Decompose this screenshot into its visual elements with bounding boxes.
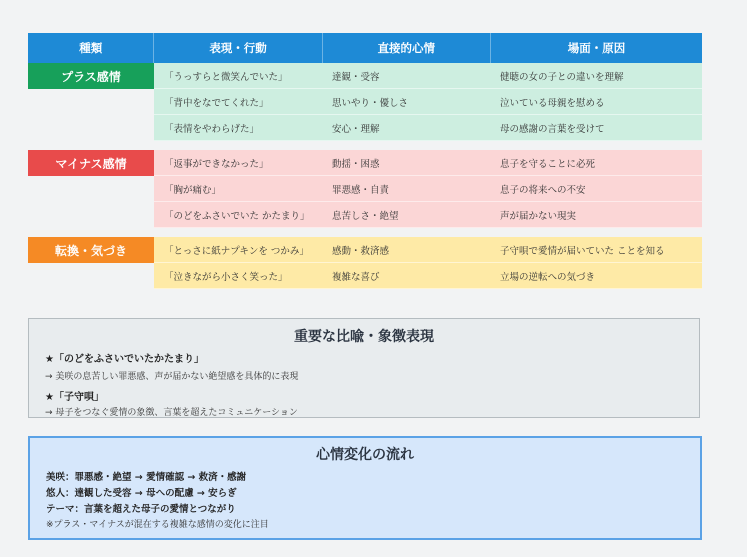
emotion-group — [28, 150, 702, 228]
table-row — [154, 63, 702, 89]
metaphor-item-desc: → 美咲の息苦しい罪悪感、声が届かない絶望感を具体的に表現 — [45, 372, 299, 382]
scene-cell: 子守唄で愛情が届いていた ことを知る — [500, 245, 665, 257]
table-row — [154, 150, 702, 176]
emotion-cell: 思いやり・優しさ — [332, 97, 409, 109]
table-row — [154, 202, 702, 228]
flow-note: ※プラス・マイナスが混在する複雑な感情の変化に注目 — [46, 520, 269, 530]
emotion-table — [28, 33, 702, 289]
header-expression: 表現・行動 — [154, 33, 322, 63]
group-label: マイナス感情 — [28, 150, 154, 176]
group-rows — [154, 237, 702, 289]
table-body — [28, 63, 702, 289]
metaphor-item-heading: ★「子守唄」 — [45, 392, 104, 403]
emotion-cell: 動揺・困惑 — [332, 158, 380, 170]
metaphor-item-heading: ★「のどをふさいでいたかたまり」 — [45, 354, 204, 365]
flow-line: テーマ：言葉を超えた母子の愛情とつながり — [46, 504, 236, 515]
scene-cell: 立場の逆転への気づき — [500, 271, 596, 283]
expression-cell: 「とっさに紙ナプキンを つかみ」 — [164, 245, 309, 257]
expression-cell: 「胸が痛む」 — [164, 184, 222, 196]
flow-box-title: 心情変化の流れ — [316, 447, 414, 463]
table-row — [154, 263, 702, 289]
scene-cell: 母の感謝の言葉を受けて — [500, 123, 605, 135]
emotion-cell: 罪悪感・自責 — [332, 184, 390, 196]
group-rows — [154, 150, 702, 228]
expression-cell: 「返事ができなかった」 — [164, 158, 269, 170]
scene-cell: 健聴の女の子との違いを理解 — [500, 71, 624, 83]
metaphor-box-title: 重要な比喩・象徴表現 — [294, 329, 434, 345]
group-label-cell — [28, 63, 154, 141]
table-row — [154, 89, 702, 115]
expression-cell: 「うっすらと微笑んでいた」 — [164, 71, 288, 83]
metaphor-item-desc: → 母子をつなぐ愛情の象徴、言葉を超えたコミュニケーション — [45, 408, 298, 418]
group-label: 転換・気づき — [28, 237, 154, 263]
group-label-cell — [28, 237, 154, 289]
header-type: 種類 — [28, 33, 154, 63]
emotion-group — [28, 237, 702, 289]
scene-cell: 息子の将来への不安 — [500, 184, 586, 196]
emotion-cell: 複雑な喜び — [332, 271, 380, 283]
emotion-group — [28, 63, 702, 141]
emotion-cell: 感動・救済感 — [332, 245, 390, 257]
expression-cell: 「のどをふさいでいた かたまり」 — [164, 210, 310, 222]
scene-cell: 息子を守ることに必死 — [500, 158, 596, 170]
group-gap — [28, 141, 702, 150]
emotion-cell: 息苦しさ・絶望 — [332, 210, 399, 222]
header-direct-emotion: 直接的心情 — [323, 33, 491, 63]
group-gap — [28, 228, 702, 237]
flow-line: 悠人：達観した受容 → 母への配慮 → 安らぎ — [46, 488, 237, 499]
emotion-cell: 安心・理解 — [332, 123, 380, 135]
header-scene-cause: 場面・原因 — [567, 41, 626, 55]
flow-box — [28, 436, 702, 540]
expression-cell: 「表情をやわらげた」 — [164, 123, 260, 135]
scene-cell: 声が届かない現実 — [500, 210, 577, 222]
expression-cell: 「泣きながら小さく笑った」 — [164, 271, 288, 283]
scene-cell: 泣いている母親を慰める — [500, 97, 605, 109]
flow-line: 美咲：罪悪感・絶望 → 愛情確認 → 救済・感謝 — [46, 472, 247, 483]
metaphor-box — [28, 318, 700, 418]
expression-cell: 「背中をなでてくれた」 — [164, 97, 269, 109]
group-rows — [154, 63, 702, 141]
table-row — [154, 176, 702, 202]
group-label-cell — [28, 150, 154, 228]
group-label: プラス感情 — [28, 63, 154, 89]
table-row — [154, 237, 702, 263]
table-row — [154, 115, 702, 141]
table-header — [28, 33, 702, 63]
emotion-cell: 達観・受容 — [332, 71, 380, 83]
